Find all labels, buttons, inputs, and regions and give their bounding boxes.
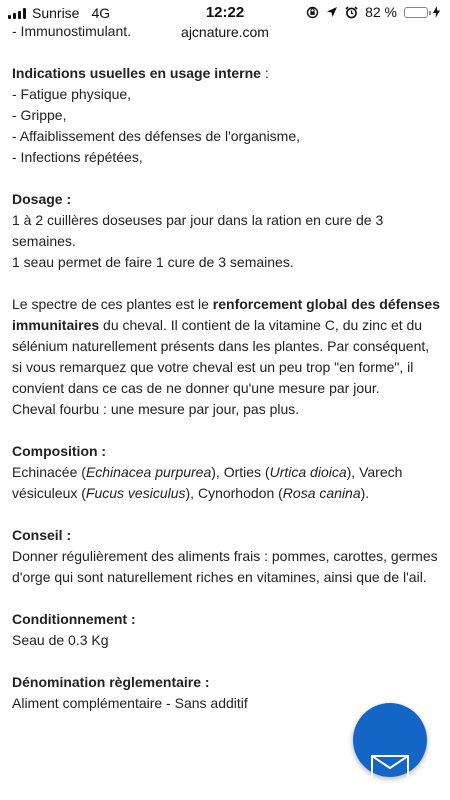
list-item: - Affaiblissement des défenses de l'organisme, xyxy=(12,128,301,144)
composition-text xyxy=(12,462,440,504)
conditionnement-heading: Conditionnement : xyxy=(12,611,136,627)
cut-off-line: - Immunostimulant. xyxy=(12,23,132,39)
spectrum-text: du cheval. Il contient de la vitamine C, du zinc et du sélénium naturellement présents dans les plantes. Par conséquent, si vous remarquez que votre cheval est un peu trop "en forme", il convient dans ce cas de ne donner qu'une mesure par jour. xyxy=(12,317,430,396)
composition-part: ). xyxy=(360,485,370,501)
list-item: - Infections répétées, xyxy=(12,149,143,165)
conseil-text: Donner régulièrement des aliments frais : pommes, carottes, germes d'orge qui sont naturellement riches en vitamines, ainsi que de l'ail. xyxy=(12,548,438,585)
composition-part: ), Varech vésiculeux ( xyxy=(12,464,403,501)
network-type: 4G xyxy=(91,5,111,21)
status-right xyxy=(306,4,440,20)
composition-part: ), Cynorhodon ( xyxy=(185,485,283,501)
location-arrow-icon xyxy=(326,6,338,18)
list-item: - Grippe, xyxy=(12,107,67,123)
composition-heading: Composition : xyxy=(12,443,107,459)
charging-bolt-icon xyxy=(433,6,440,18)
conseil-heading: Conseil : xyxy=(12,527,72,543)
clock: 12:22 xyxy=(205,4,245,21)
latin-name: Urtica dioica xyxy=(269,464,347,480)
denomination-text: Aliment complémentaire - Sans additif xyxy=(12,695,248,711)
contact-fab-button[interactable] xyxy=(353,703,427,777)
indications-title: Indications usuelles en usage interne xyxy=(12,65,261,81)
envelope-icon xyxy=(371,755,409,777)
carrier-name: Sunrise xyxy=(32,5,80,21)
composition-part: ), Orties ( xyxy=(211,464,270,480)
indications-heading xyxy=(12,63,440,84)
dosage-text: 1 à 2 cuillères doseuses par jour dans la ration en cure de 3 semaines. xyxy=(12,212,384,249)
battery-percent: 82 % xyxy=(365,4,397,20)
spectrum-text: Le spectre de ces plantes est le xyxy=(12,296,213,312)
spectrum-bold-text: renforcement global des défenses immunitaires xyxy=(12,296,440,333)
indications-title-suffix: : xyxy=(260,65,269,81)
dosage-heading: Dosage : xyxy=(12,191,72,207)
battery-icon xyxy=(404,7,428,18)
spectrum-paragraph xyxy=(12,294,440,399)
spectrum-note: Cheval fourbu : une mesure par jour, pas plus. xyxy=(12,401,300,417)
conditionnement-text: Seau de 0.3 Kg xyxy=(12,632,109,648)
dosage-text: 1 seau permet de faire 1 cure de 3 semaines. xyxy=(12,254,294,270)
denomination-heading: Dénomination règlementaire : xyxy=(12,674,210,690)
latin-name: Echinacea purpurea xyxy=(85,464,212,480)
lock-rotation-icon xyxy=(306,6,319,19)
list-item: - Fatigue physique, xyxy=(12,86,132,102)
composition-part: Echinacée ( xyxy=(12,464,86,480)
address-bar-url[interactable]: ajcnature.com xyxy=(181,24,269,40)
latin-name: Fucus vesiculus xyxy=(85,485,186,501)
alarm-icon xyxy=(345,6,358,19)
latin-name: Rosa canina xyxy=(282,485,361,501)
